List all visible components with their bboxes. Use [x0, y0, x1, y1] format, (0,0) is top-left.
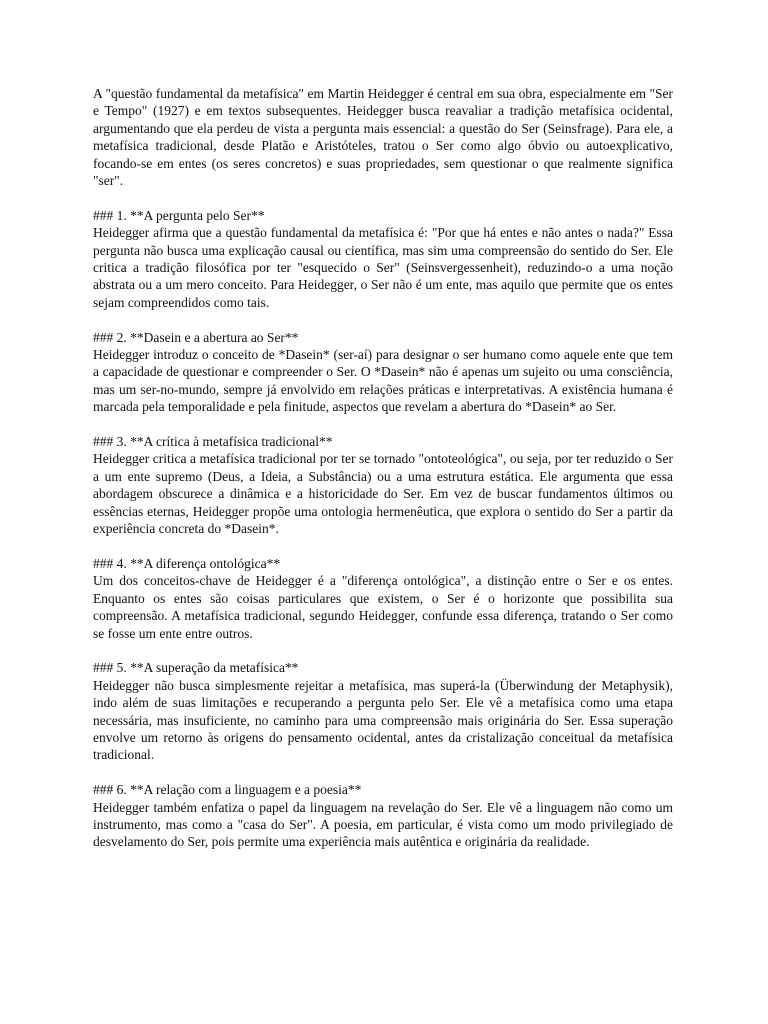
section-2 [93, 329, 673, 416]
section-body: Heidegger também enfatiza o papel da linguagem na revelação do Ser. Ele vê a linguagem não como um instrumento, mas como a "casa do Ser". A poesia, em particular, é vista como um modo privilegiado de desvelamento do Ser, pois permite uma experiência mais autêntica e originária da realidade. [93, 799, 673, 850]
section-heading: ### 4. **A diferença ontológica** [93, 555, 281, 571]
section-1 [93, 207, 673, 311]
section-body: Heidegger critica a metafísica tradicional por ter se tornado "ontoteológica", ou seja, por ter reduzido o Ser a um ente supremo (Deus, a Ideia, a Substância) ou a uma estrutura estática. Ele argumenta que essa abordagem obscurece a dinâmica e a historicidade do Ser. Em vez de buscar fundamentos últimos ou essências eternas, Heidegger propõe uma ontologia hermenêutica, que explora o sentido do Ser a partir da experiência concreta do *Dasein*. [93, 451, 673, 537]
section-heading: ### 2. **Dasein e a abertura ao Ser** [93, 329, 299, 345]
section-3 [93, 433, 673, 537]
section-heading: ### 5. **A superação da metafísica** [93, 660, 299, 676]
section-5 [93, 659, 673, 763]
section-body: Heidegger introduz o conceito de *Dasein* (ser-aí) para designar o ser humano como aquele ente que tem a capacidade de questionar e compreender o Ser. O *Dasein* não é apenas um sujeito ou uma consciência, mas um ser-no-mundo, sempre já envolvido em relações práticas e interpretativas. A existência humana é marcada pela temporalidade e pela finitude, aspectos que revelam a abertura do *Dasein* ao Ser. [93, 347, 673, 415]
section-heading: ### 6. **A relação com a linguagem e a poesia** [93, 782, 362, 798]
section-body: Heidegger não busca simplesmente rejeitar a metafísica, mas superá-la (Überwindung der Metaphysik), indo além de suas limitações e recuperando a pergunta pelo Ser. Ele vê a metafísica como uma etapa necessária, mas insuficiente, no caminho para uma compreensão mais originária do Ser. Essa superação envolve um retorno às origens do pensamento ocidental, antes da cristalização conceitual da metafísica tradicional. [93, 677, 673, 763]
intro-paragraph: A "questão fundamental da metafísica" em Martin Heidegger é central em sua obra, especialmente em "Ser e Tempo" (1927) e em textos subsequentes. Heidegger busca reavaliar a tradição metafísica ocidental, argumentando que ela perdeu de vista a pergunta mais essencial: a questão do Ser (Seinsfrage). Para ele, a metafísica tradicional, desde Platão e Aristóteles, tratou o Ser como algo óbvio ou autoexplicativo, focando-se em entes (os seres concretos) e suas propriedades, sem questionar o que realmente significa "ser". [93, 86, 673, 189]
document-page [93, 85, 673, 868]
section-6 [93, 781, 673, 851]
section-heading: ### 1. **A pergunta pelo Ser** [93, 207, 265, 223]
section-body: Um dos conceitos-chave de Heidegger é a "diferença ontológica", a distinção entre o Ser e os entes. Enquanto os entes são coisas particulares que existem, o Ser é o horizonte que possibilita sua compreensão. A metafísica tradicional, segundo Heidegger, confunde essa diferença, tratando o Ser como se fosse um ente entre outros. [93, 573, 673, 641]
section-4 [93, 555, 673, 642]
section-body: Heidegger afirma que a questão fundamental da metafísica é: "Por que há entes e não antes o nada?" Essa pergunta não busca uma explicação causal ou científica, mas sim uma compreensão do sentido do Ser. Ele critica a tradição filosófica por ter "esquecido o Ser" (Seinsvergessenheit), reduzindo-o a uma noção abstrata ou a um mero conceito. Para Heidegger, o Ser não é um ente, mas aquilo que permite que os entes sejam compreendidos como tais. [93, 225, 673, 310]
section-heading: ### 3. **A crítica à metafísica tradicional** [93, 434, 333, 450]
